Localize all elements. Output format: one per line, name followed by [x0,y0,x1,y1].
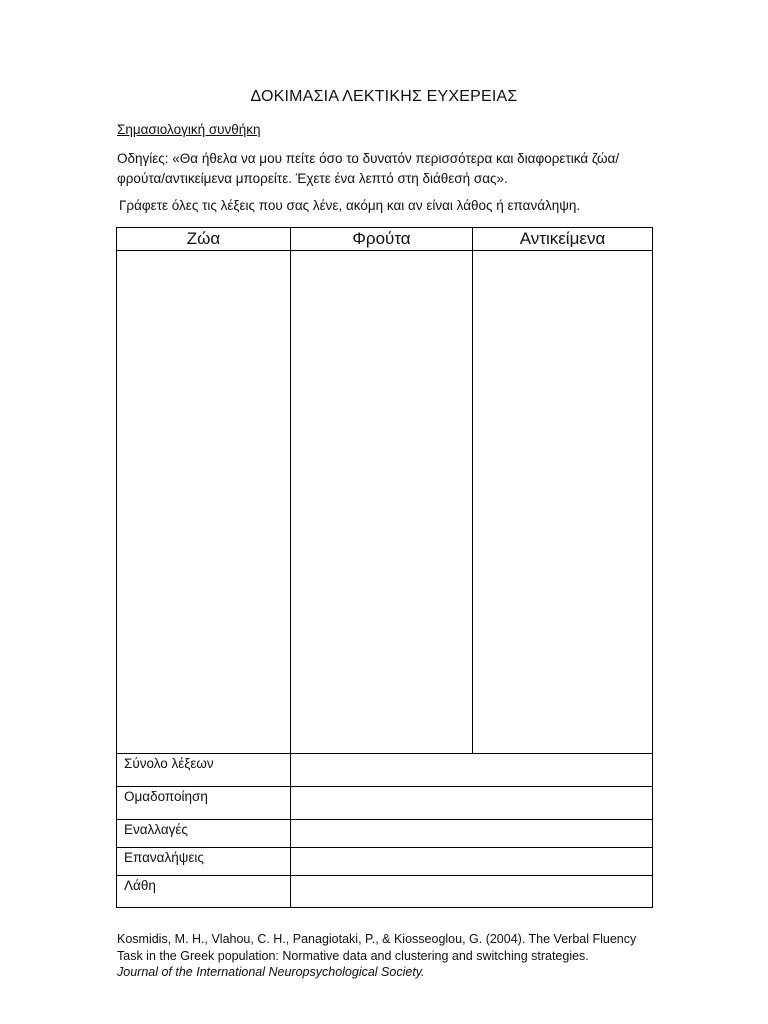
row-label-switches: Εναλλαγές [117,820,291,848]
row-label-total-words: Σύνολο λέξεων [117,754,291,787]
row-label-errors: Λάθη [117,876,291,908]
page-title: ΔΟΚΙΜΑΣΙΑ ΛΕΚΤΙΚΗΣ ΕΥΧΕΡΕΙΑΣ [250,88,518,105]
citation [117,931,657,981]
citation-journal: Journal of the International Neuropsychological Society. [117,965,425,979]
table-row [117,787,653,820]
errors-cell[interactable] [291,876,653,908]
table-row [117,848,653,876]
citation-text: Kosmidis, M. H., Vlahou, C. H., Panagiotaki, P., & Kiosseoglou, G. (2004). The Verbal Fluency Task in the Greek population: Normative data and clustering and switching strategies. [117,932,637,963]
instructions-text: Οδηγίες: «Θα ήθελα να μου πείτε όσο το δυνατόν περισσότερα και διαφορετικά ζώα/φρούτα/αντικείμενα μπορείτε. Έχετε ένα λεπτό στη διάθεσή σας». [117,151,620,186]
table-row [117,820,653,848]
header-fruits: Φρούτα [291,228,473,251]
table-header-row [117,228,653,251]
table-row [117,754,653,787]
total-words-cell[interactable] [291,754,653,787]
animals-entry-cell[interactable] [117,251,291,754]
header-animals: Ζώα [117,228,291,251]
row-label-repetitions: Επαναλήψεις [117,848,291,876]
table-row [117,876,653,908]
objects-entry-cell[interactable] [473,251,653,754]
condition-label: Σημασιολογική συνθήκη [117,122,261,137]
fluency-table [116,227,653,908]
clustering-cell[interactable] [291,787,653,820]
row-label-clustering: Ομαδοποίηση [117,787,291,820]
switches-cell[interactable] [291,820,653,848]
note-text: Γράφετε όλες τις λέξεις που σας λένε, ακόμη και αν είναι λάθος ή επανάληψη. [119,198,581,213]
repetitions-cell[interactable] [291,848,653,876]
header-objects: Αντικείμενα [473,228,653,251]
fruits-entry-cell[interactable] [291,251,473,754]
entry-row [117,251,653,754]
